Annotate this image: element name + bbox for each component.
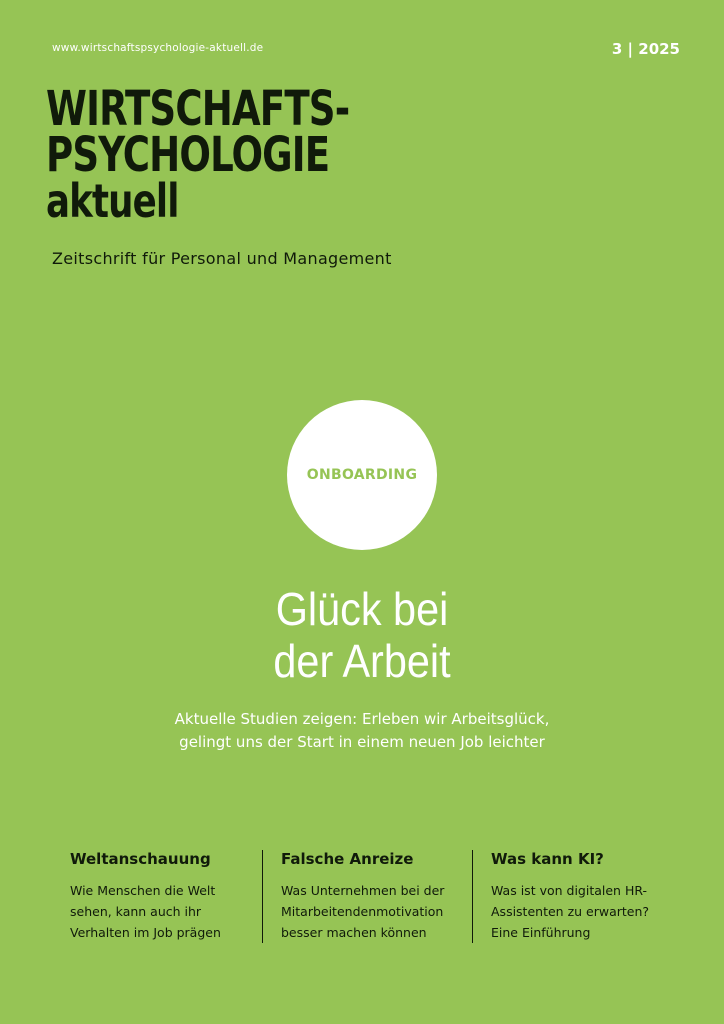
cover-teaser bbox=[0, 708, 724, 754]
cover-headline bbox=[0, 583, 724, 687]
magazine-masthead bbox=[46, 81, 399, 228]
topic-line: Assistenten zu erwarten? bbox=[491, 904, 650, 919]
magazine-subtitle: Zeitschrift für Personal und Management bbox=[52, 249, 392, 268]
website-url: www.wirtschaftspsychologie-aktuell.de bbox=[52, 42, 264, 54]
issue-number: 3 | 2025 bbox=[611, 40, 680, 58]
topic-line: besser machen können bbox=[281, 925, 427, 940]
topic-line: Was Unternehmen bei der bbox=[281, 883, 445, 898]
topic-description bbox=[70, 880, 262, 943]
topic-column-worldview bbox=[52, 850, 262, 943]
topic-line: Verhalten im Job prägen bbox=[70, 925, 221, 940]
topic-line: Was ist von digitalen HR- bbox=[491, 883, 648, 898]
topic-description bbox=[491, 880, 682, 943]
topic-line: sehen, kann auch ihr bbox=[70, 904, 202, 919]
masthead-line-1: WIRTSCHAFTS- bbox=[46, 81, 350, 137]
topic-badge-label: ONBOARDING bbox=[306, 467, 418, 483]
topic-column-ai bbox=[472, 850, 682, 943]
topic-columns bbox=[52, 850, 682, 943]
topic-title: Was kann KI? bbox=[491, 850, 604, 868]
topic-line: Wie Menschen die Welt bbox=[70, 883, 216, 898]
topic-line: Mitarbeitendenmotivation bbox=[281, 904, 444, 919]
topic-badge-circle bbox=[287, 400, 437, 550]
masthead-line-3: aktuell bbox=[46, 174, 179, 228]
topic-line: Eine Einführung bbox=[491, 925, 591, 940]
topic-description bbox=[281, 880, 472, 943]
topic-title: Falsche Anreize bbox=[281, 850, 414, 868]
topic-title: Weltanschauung bbox=[70, 850, 211, 868]
topic-column-incentives bbox=[262, 850, 472, 943]
masthead-line-2: PSYCHOLOGIE bbox=[46, 127, 330, 183]
headline-line-1: Glück bei bbox=[275, 583, 449, 635]
teaser-line-1: Aktuelle Studien zeigen: Erleben wir Arbeitsglück, bbox=[174, 710, 550, 728]
headline-line-2: der Arbeit bbox=[273, 635, 451, 687]
teaser-line-2: gelingt uns der Start in einem neuen Job leichter bbox=[179, 733, 545, 751]
